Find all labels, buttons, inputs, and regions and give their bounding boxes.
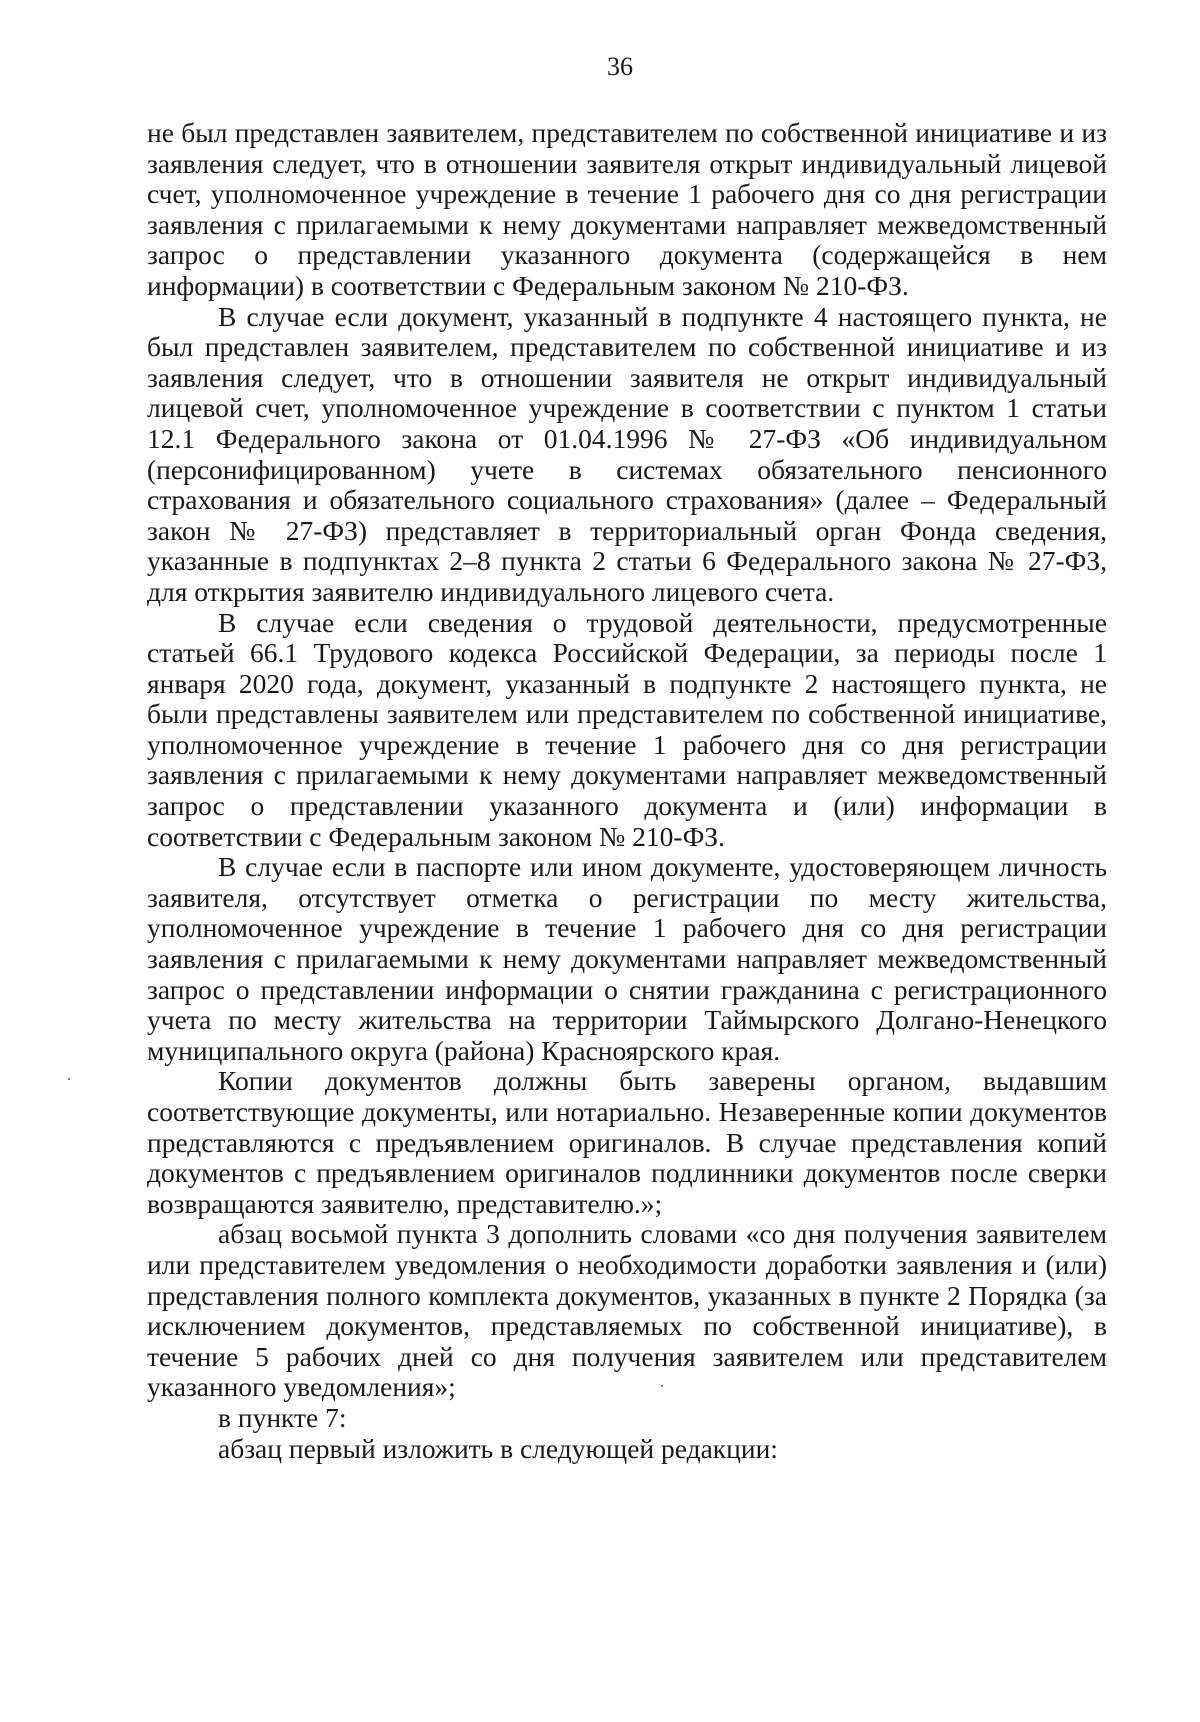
paragraph-in-point-7: в пункте 7:: [218, 1401, 347, 1433]
page-number: 36: [607, 52, 633, 81]
paragraph-document-copies: Копии документов должны быть заверены органом, выдавшим соответствующие документы, или нотариально. Незаверенные копии документов представляются с предъявлением оригиналов. В случае представления копий документов с предъявлением оригиналов подлинники документов после сверки возвращаются заявителю, представителю.»;: [147, 1065, 1107, 1219]
paragraph-individual-account-not-opened: В случае если документ, указанный в подпункте 4 настоящего пункта, не был представлен заявителем, представителем по собственной инициативе и из заявления следует, что в отношении заявителя не открыт индивидуальный лицевой счет, уполномоченное учреждение в соответствии с пунктом 1 статьи 12.1 Федерального закона от 01.04.1996 № 27-ФЗ «Об индивидуальном (персонифицированном) учете в системах обязательного пенсионного страхования и обязательного социального страхования» (далее – Федеральный закон № 27-ФЗ) представляет в территориальный орган Фонда сведения, указанные в подпунктах 2–8 пункта 2 статьи 6 Федерального закона № 27-ФЗ, для открытия заявителю индивидуального лицевого счета.: [147, 300, 1107, 607]
paragraph-first-abzac: абзац первый изложить в следующей редакции:: [218, 1432, 778, 1464]
scan-speck: [68, 1078, 70, 1080]
scan-speck: [661, 1385, 663, 1387]
paragraph-continuation: не был представлен заявителем, представителем по собственной инициативе и из заявления следует, что в отношении заявителя открыт индивидуальный лицевой счет, уполномоченное учреждение в течение 1 рабочего дня со дня регистрации заявления с прилагаемыми к нему документами направляет межведомственный запрос о представлении указанного документа (содержащейся в нем информации) в соответствии с Федеральным законом № 210-ФЗ.: [147, 117, 1107, 301]
document-body: [147, 118, 1107, 1464]
paragraph-amendment-point-3: абзац восьмой пункта 3 дополнить словами «со дня получения заявителем или представителем уведомления о необходимости доработки заявления и (или) представления полного комплекта документов, указанных в пункте 2 Порядка (за исключением документов, представляемых по собственной инициативе), в течение 5 рабочих дней со дня получения заявителем или представителем указанного уведомления»;: [147, 1218, 1107, 1403]
paragraph-passport-registration: В случае если в паспорте или ином документе, удостоверяющем личность заявителя, отсутствует отметка о регистрации по месту жительства, уполномоченное учреждение в течение 1 рабочего дня со дня регистрации заявления с прилагаемыми к нему документами направляет межведомственный запрос о представлении информации о снятии гражданина с регистрационного учета по месту жительства на территории Таймырского Долгано-Ненецкого муниципального округа (района) Красноярского края.: [147, 851, 1107, 1066]
paragraph-labor-activity-info: В случае если сведения о трудовой деятельности, предусмотренные статьей 66.1 Трудового кодекса Российской Федерации, за периоды после 1 января 2020 года, документ, указанный в подпункте 2 настоящего пункта, не были представлены заявителем или представителем по собственной инициативе, уполномоченное учреждение в течение 1 рабочего дня со дня регистрации заявления с прилагаемыми к нему документами направляет межведомственный запрос о представлении указанного документа и (или) информации в соответствии с Федеральным законом № 210-ФЗ.: [147, 606, 1107, 852]
